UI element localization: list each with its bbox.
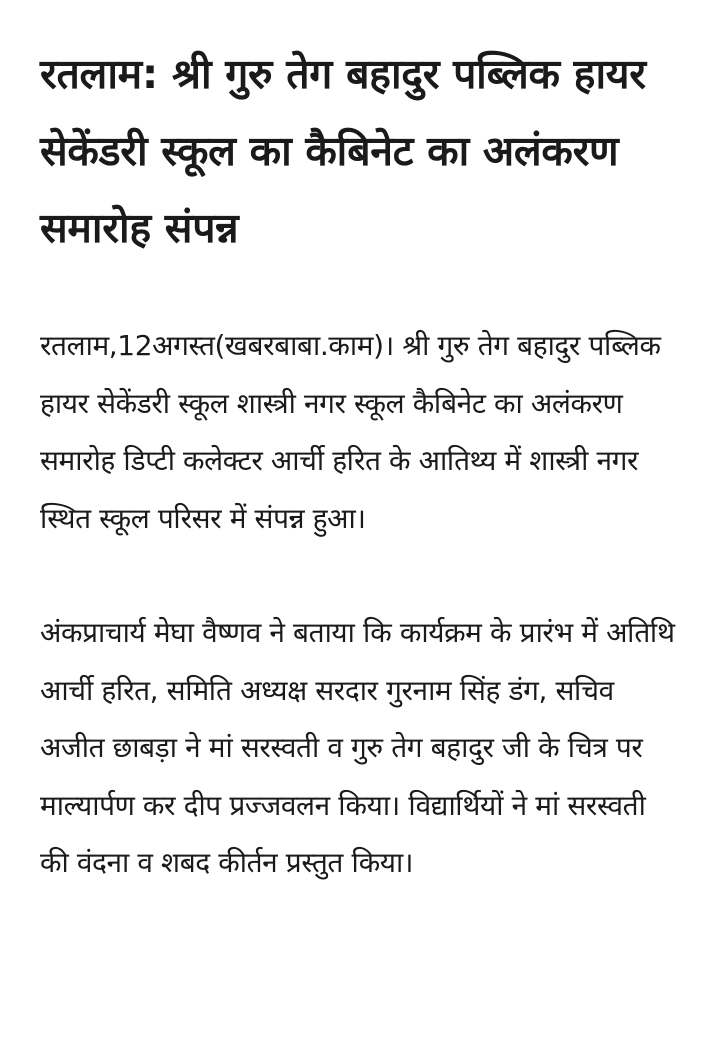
article-paragraph-2: अंकप्राचार्य मेघा वैष्णव ने बताया कि कार्यक्रम के प्रारंभ में अतिथि आर्ची हरित, समिति अध्यक्ष सरदार गुरनाम सिंह डंग, सचिव अजीत छाबड़ा ने मां सरस्वती व गुरु तेग बहादुर जी के चित्र पर माल्यार्पण कर दीप प्रज्जवलन किया। विद्यार्थियों ने मां सरस्वती की वंदना व शबद कीर्तन प्रस्तुत किया। — [40, 616, 675, 879]
article-paragraph-1: रतलाम,12अगस्त(खबरबाबा.काम)। श्री गुरु तेग बहादुर पब्लिक हायर सेकेंडरी स्कूल शास्त्री नगर स्कूल कैबिनेट का अलंकरण समारोह डिप्टी कलेक्टर आर्ची हरित के आतिथ्य में शास्त्री नगर स्थित स्कूल परिसर में संपन्न हुआ। — [40, 329, 661, 535]
news-article — [40, 36, 680, 892]
article-headline: रतलाम: श्री गुरु तेग बहादुर पब्लिक हायर सेकेंडरी स्कूल का कैबिनेट का अलंकरण समारोह संपन्न — [40, 50, 646, 252]
